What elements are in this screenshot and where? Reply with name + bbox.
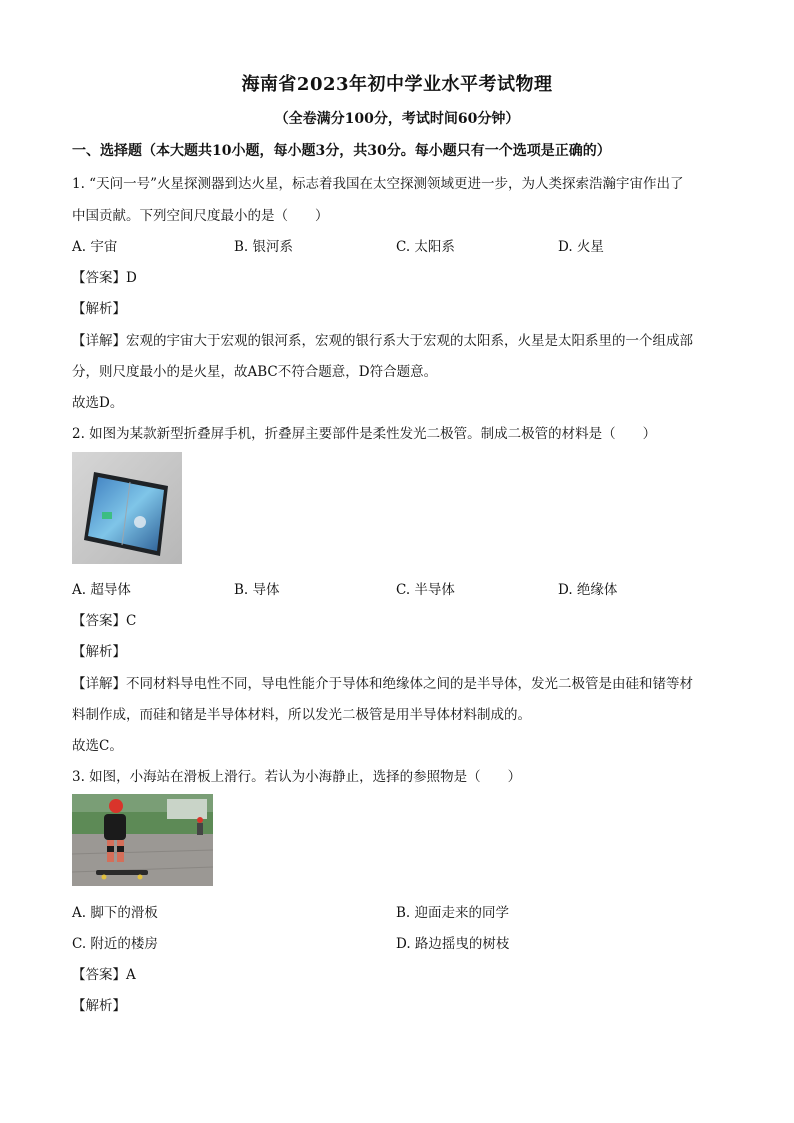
q3-option-d: D. 路边摇曳的树枝 xyxy=(396,936,510,952)
q2-analysis: 【解析】 xyxy=(72,644,126,660)
q3-stem: 3. 如图，小海站在滑板上滑行。若认为小海静止，选择的参照物是（ ） xyxy=(72,769,522,785)
q1-stem-line2: 中国贡献。下列空间尺度最小的是（ ） xyxy=(72,208,329,224)
q1-answer: 【答案】D xyxy=(72,270,137,286)
section-heading: 一、选择题（本大题共10小题，每小题3分，共30分。每小题只有一个选项是正确的） xyxy=(72,143,611,159)
q1-detail-line1: 【详解】宏观的宇宙大于宏观的银河系，宏观的银行系大于宏观的太阳系，火星是太阳系里的一个组成部 xyxy=(72,333,693,349)
page-subtitle: （全卷满分100分，考试时间60分钟） xyxy=(274,111,520,127)
q2-option-d: D. 绝缘体 xyxy=(558,582,618,598)
q1-stem-line1: 1. “天问一号”火星探测器到达火星，标志着我国在太空探测领域更进一步，为人类探索浩瀚宇宙作出了 xyxy=(72,176,684,192)
q2-conclusion: 故选C。 xyxy=(72,738,123,754)
q3-analysis: 【解析】 xyxy=(72,998,126,1014)
q1-option-a: A. 宇宙 xyxy=(72,239,118,255)
q3-option-b: B. 迎面走来的同学 xyxy=(396,905,510,921)
q1-detail-line2: 分，则尺度最小的是火星，故ABC不符合题意，D符合题意。 xyxy=(72,364,438,380)
q3-answer: 【答案】A xyxy=(72,967,136,983)
q1-conclusion: 故选D。 xyxy=(72,395,124,411)
foldable-phone-image xyxy=(72,452,182,564)
q1-option-d: D. 火星 xyxy=(558,239,604,255)
q1-analysis: 【解析】 xyxy=(72,301,126,317)
q2-option-b: B. 导体 xyxy=(234,582,280,598)
q2-stem: 2. 如图为某款新型折叠屏手机，折叠屏主要部件是柔性发光二极管。制成二极管的材料是（ ） xyxy=(72,426,657,442)
q2-detail-line2: 料制作成，而硅和锗是半导体材料，所以发光二极管是用半导体材料制成的。 xyxy=(72,707,531,723)
q2-detail-line1: 【详解】不同材料导电性不同，导电性能介于导体和绝缘体之间的是半导体，发光二极管是由硅和锗等材 xyxy=(72,676,693,692)
q3-option-c: C. 附近的楼房 xyxy=(72,936,158,952)
q3-option-a: A. 脚下的滑板 xyxy=(72,905,158,921)
q2-option-c: C. 半导体 xyxy=(396,582,455,598)
skateboard-image xyxy=(72,794,213,886)
page-title: 海南省2023年初中学业水平考试物理 xyxy=(241,74,553,95)
q1-option-b: B. 银河系 xyxy=(234,239,294,255)
q1-option-c: C. 太阳系 xyxy=(396,239,455,255)
q2-option-a: A. 超导体 xyxy=(72,582,131,598)
q2-answer: 【答案】C xyxy=(72,613,137,629)
